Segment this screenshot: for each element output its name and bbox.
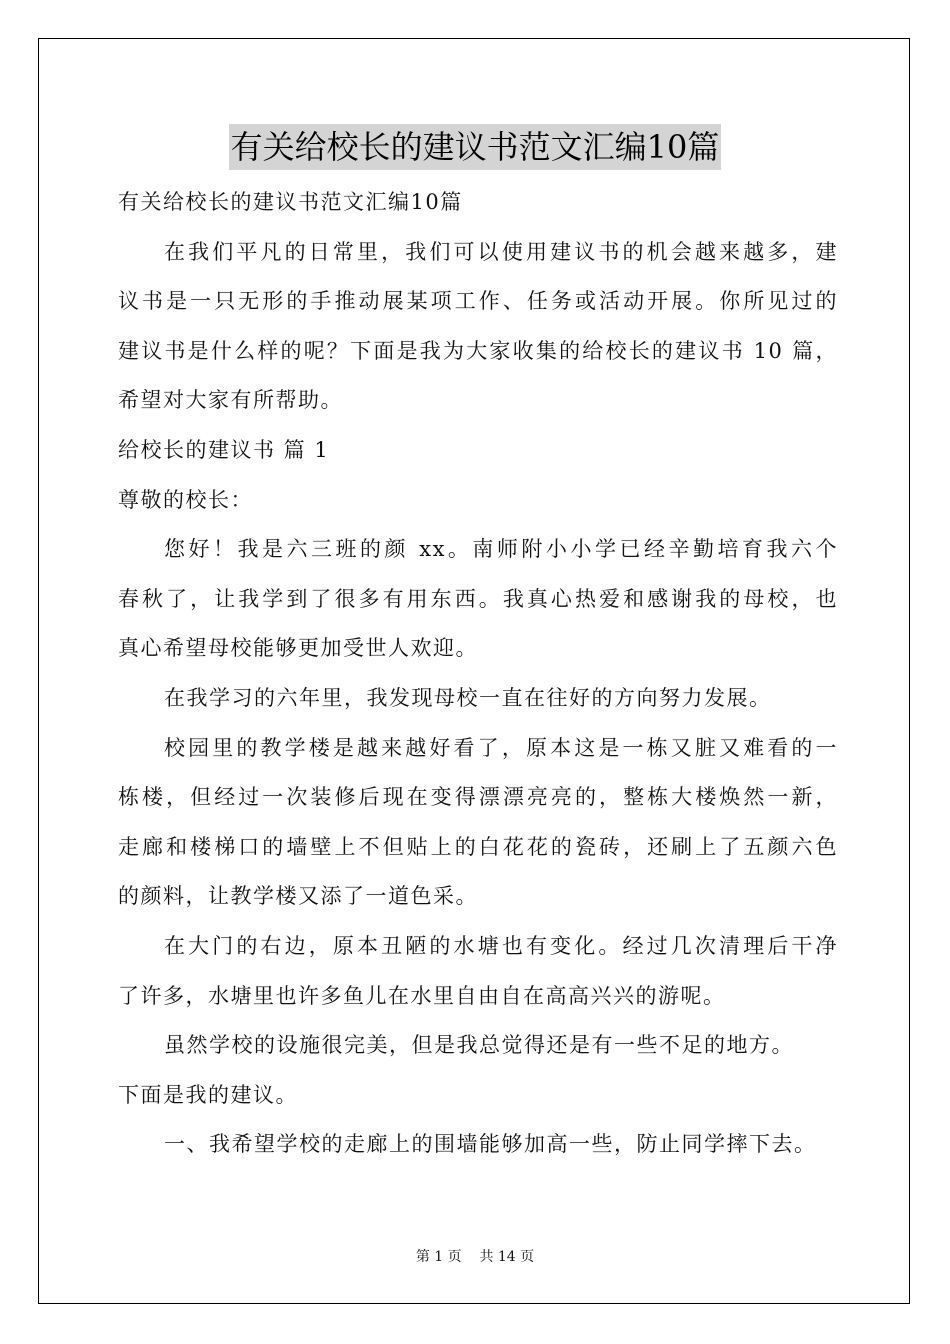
- text-line: 的颜料，让教学楼又添了一道色采。: [118, 884, 478, 909]
- text-line: 栋楼，但经过一次装修后现在变得漂漂亮亮的，整栋大楼焕然一新，: [118, 785, 838, 810]
- text-line: 一、我希望学校的走廊上的围墙能够加高一些，防止同学摔下去。: [164, 1132, 817, 1157]
- text-line: 议书是一只无形的手推动展某项工作、任务或活动开展。你所见过的: [118, 289, 838, 314]
- text-line: 在我们平凡的日常里，我们可以使用建议书的机会越来越多，建: [164, 239, 838, 264]
- text-line: 真心希望母校能够更加受世人欢迎。: [118, 636, 478, 661]
- document-title: 有关给校长的建议书范文汇编10篇: [229, 124, 722, 170]
- text-line: 在大门的右边，原本丑陋的水塘也有变化。经过几次清理后干净: [164, 933, 838, 958]
- text-line: 在我学习的六年里，我发现母校一直在往好的方向努力发展。: [164, 685, 772, 710]
- document-subtitle: 有关给校长的建议书范文汇编10篇: [118, 190, 463, 214]
- text-line: 校园里的教学楼是越来越好看了，原本这是一栋又脏又难看的一: [164, 735, 838, 760]
- text-line: 您好！我是六三班的颜 xx。南师附小小学已经辛勤培育我六个: [164, 537, 838, 562]
- text-line: 春秋了，让我学到了很多有用东西。我真心热爱和感谢我的母校，也: [118, 586, 838, 611]
- document-body: [118, 178, 838, 1170]
- text-line: 尊敬的校长：: [118, 487, 253, 512]
- title-container: [0, 124, 950, 170]
- text-line: 建议书是什么样的呢？下面是我为大家收集的给校长的建议书 10 篇，: [118, 338, 838, 363]
- text-line: 了许多，水塘里也许多鱼儿在水里自由自在高高兴兴的游呢。: [118, 983, 726, 1008]
- page-footer: [0, 1247, 950, 1267]
- text-line: 给校长的建议书 篇 1: [118, 437, 330, 462]
- text-line: 走廊和楼梯口的墙壁上不但贴上的白花花的瓷砖，还刷上了五颜六色: [118, 834, 838, 859]
- text-line: 下面是我的建议。: [118, 1082, 298, 1107]
- text-line: 希望对大家有所帮助。: [118, 388, 343, 413]
- text-line: 虽然学校的设施很完美，但是我总觉得还是有一些不足的地方。: [164, 1033, 794, 1058]
- page-number: 第 1 页: [415, 1249, 462, 1265]
- page-total: 共 14 页: [479, 1249, 535, 1265]
